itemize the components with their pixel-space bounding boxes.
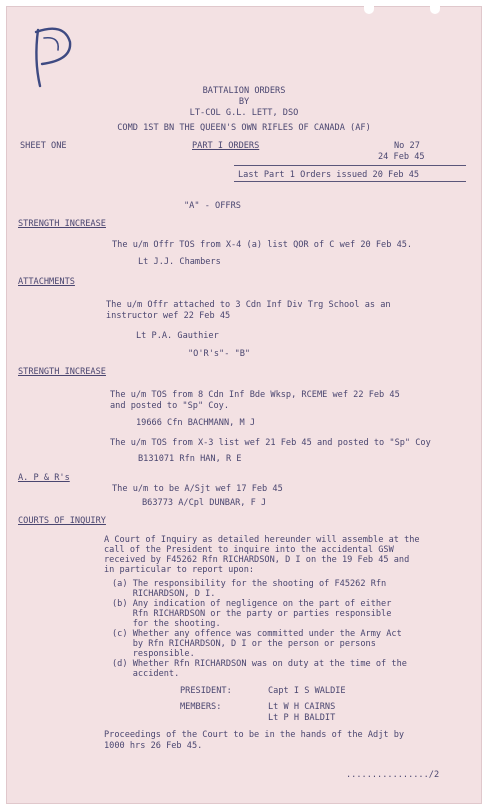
order-text: The u/m to be A/Sjt wef 17 Feb 45	[112, 484, 283, 494]
closing-text: 1000 hrs 26 Feb 45.	[104, 741, 203, 751]
other-ranks-heading: "O'R's"- "B"	[188, 349, 251, 359]
inquiry-text: A Court of Inquiry as detailed hereunder will assemble at the	[104, 535, 420, 545]
header-title: BATTALION ORDERS	[202, 86, 286, 96]
officer-name: Lt J.J. Chambers	[138, 257, 221, 267]
divider-top	[234, 165, 466, 166]
inquiry-item: accident.	[112, 669, 180, 679]
inquiry-item: (b) Any indication of negligence on the part of either	[112, 599, 392, 609]
header-commander: LT-COL G.L. LETT, DSO	[189, 108, 299, 118]
inquiry-text: call of the President to inquire into the accidental GSW	[104, 545, 394, 555]
divider-bottom	[234, 181, 466, 182]
member-name: Lt P H BALDIT	[268, 713, 336, 723]
section-title: PART I ORDERS	[192, 141, 260, 151]
order-number: No 27	[394, 141, 420, 151]
section-heading: COURTS OF INQUIRY	[18, 516, 106, 526]
section-heading: STRENGTH INCREASE	[18, 219, 106, 229]
president-name: Capt I S WALDIE	[268, 686, 346, 696]
order-text: and posted to "Sp" Coy.	[110, 401, 229, 411]
inquiry-item: responsible.	[112, 649, 195, 659]
order-text: The u/m TOS from X-3 list wef 21 Feb 45 and posted to "Sp" Coy	[110, 438, 431, 448]
inquiry-item: by Rfn RICHARDSON, D I or the person or persons	[112, 639, 376, 649]
inquiry-item: for the shooting.	[112, 619, 221, 629]
members-label: MEMBERS:	[180, 702, 222, 712]
order-text: The u/m Offr TOS from X-4 (a) list QOR of C wef 20 Feb 45.	[112, 240, 413, 250]
soldier-name: 19666 Cfn BACHMANN, M J	[136, 418, 255, 428]
section-heading: ATTACHMENTS	[18, 277, 75, 287]
orders-text	[6, 6, 482, 804]
officers-heading: "A" - OFFRS	[184, 201, 241, 211]
header-unit: COMD 1ST BN THE QUEEN'S OWN RIFLES OF CANADA (AF)	[117, 123, 371, 133]
section-heading: A. P & R's	[18, 473, 70, 483]
officer-name: Lt P.A. Gauthier	[136, 331, 219, 341]
inquiry-text: in particular to report upon:	[104, 565, 255, 575]
inquiry-item: RICHARDSON, D I.	[112, 589, 216, 599]
inquiry-text: received by F45262 Rfn RICHARDSON, D I on the 19 Feb 45 and	[104, 555, 410, 565]
order-text: The u/m TOS from 8 Cdn Inf Bde Wksp, RCEME wef 22 Feb 45	[110, 390, 400, 400]
document-page	[6, 6, 482, 804]
header-by: BY	[238, 97, 250, 107]
closing-text: Proceedings of the Court to be in the hands of the Adjt by	[104, 730, 405, 740]
inquiry-item: (c) Whether any offence was committed under the Army Act	[112, 629, 402, 639]
inquiry-item: (d) Whether Rfn RICHARDSON was on duty at the time of the	[112, 659, 407, 669]
inquiry-item: Rfn RICHARDSON or the party or parties responsible	[112, 609, 392, 619]
sheet-label: SHEET ONE	[20, 141, 67, 151]
last-orders-note: Last Part 1 Orders issued 20 Feb 45	[238, 170, 420, 180]
section-heading: STRENGTH INCREASE	[18, 367, 106, 377]
soldier-name: B63773 A/Cpl DUNBAR, F J	[142, 498, 267, 508]
soldier-name: B131071 Rfn HAN, R E	[138, 454, 242, 464]
page-continuation: ................/2	[346, 770, 440, 780]
order-text: The u/m Offr attached to 3 Cdn Inf Div Trg School as an	[106, 300, 391, 310]
order-text: instructor wef 22 Feb 45	[106, 311, 231, 321]
president-label: PRESIDENT:	[180, 686, 232, 696]
member-name: Lt W H CAIRNS	[268, 702, 336, 712]
inquiry-item: (a) The responsibility for the shooting of F45262 Rfn	[112, 579, 387, 589]
order-date: 24 Feb 45	[378, 152, 425, 162]
